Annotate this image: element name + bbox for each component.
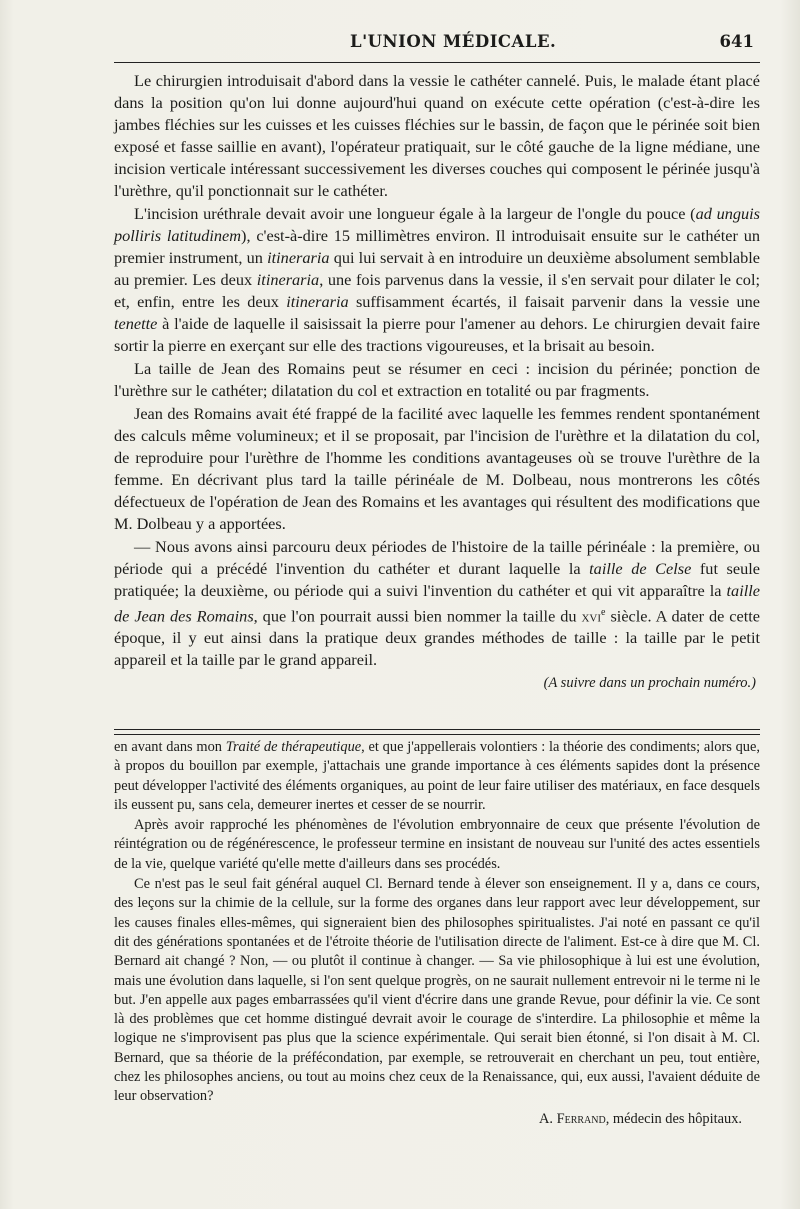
article-paragraph-5: — Nous avons ainsi parcouru deux périodes de l'histoire de la taille périnéale : la première, ou période qui a précédé l'invention du cathéter et durant laquelle la taille de Celse fut seule pratiquée; la deuxième, ou période qui a suivi l'invention du cathéter et qui vit apparaître la taille de Jean des Romains, que l'on pourrait aussi bien nommer la taille du xvi$^e$ siècle. A dater de cette époque, il y eut ainsi dans la pratique deux grandes méthodes de taille : la taille par le petit appareil et la taille par le grand appareil. xyxy=(114,537,760,670)
feuilleton-paragraph-3: Ce n'est pas le seul fait général auquel Cl. Bernard tende à élever son enseignement. Il y a, dans ce cours, des leçons sur la chimie de la cellule, sur la forme des organes dans leur rapport avec leur développement, sur les causes finales elles-mêmes, qui signeraient bien des philosophes spiritualistes. J'ai noté en passant ce qu'il dit des générations spontanées et de l'étroite théorie de l'utilisation directe de l'aliment. Est-ce à dire que M. Cl. Bernard ait changé ? Non, — ou plutôt il continue à changer. — Sa vie philosophique à lui est une évolution, mais une évolution dans laquelle, si l'on sent quelque progrès, on ne saurait nullement entrevoir ni le terme ni le but. J'en appelle aux pages embarrassées qu'il vient d'écrire dans une grande Revue, pour définir la vie. Ce sont là des problèmes que cet homme distingué devrait avoir le courage de s'interdire. La philosophie et même la logique ne s'improvisent pas plus que la science expérimentale. Qui serait bien étonné, si l'on disait à M. Cl. Bernard, que sa théorie de la préfécondation, par exemple, se retrouverait en cherchant un peu, tout entière, chez les philosophes anciens, ou tout au moins chez ceux de la Renaissance, qui, eux aussi, l'avaient déduite de leur observation? xyxy=(114,876,760,1105)
article-paragraph-2: L'incision uréthrale devait avoir une longueur égale à la largeur de l'ongle du pouce (ad unguis polliris latitudinem), c'est-à-dire 15 millimètres environ. Il introduisait ensuite sur le cathéter un premier instrument, un itineraria qui lui servait à en introduire un deuxième absolument semblable au premier. Les deux itineraria, une fois parvenus dans la vessie, il s'en servait pour dilater le col; et, enfin, entre les deux itineraria suffisamment écartés, il faisait parvenir dans la vessie une tenette à l'aide de laquelle il saisissait la pierre pour l'amener au dehors. Le chirurgien devait faire sortir la pierre en exerçant sur elle des tractions vigoureuses, et la brisait au besoin. xyxy=(114,204,761,355)
header-rule xyxy=(114,62,760,63)
article-paragraph-4: Jean des Romains avait été frappé de la facilité avec laquelle les femmes rendent spontanément des calculs même volumineux; et il se proposait, par l'incision de l'urèthre et la dilatation du col, de reproduire pour l'urèthre de l'homme les conditions avantageuses où se trouve l'urèthre de la femme. En décrivant plus tard la taille périnéale de M. Dolbeau, nous montrerons les côtés défectueux de l'opération de Jean des Romains et les avantages qui résultent des modifications que M. Dolbeau y a apportées. xyxy=(114,404,760,533)
page-number: 641 xyxy=(719,32,754,51)
article-paragraph-1: Le chirurgien introduisait d'abord dans la vessie le cathéter cannelé. Puis, le malade étant placé dans la position qu'on lui donne aujourd'hui quand on exécute cette opération (c'est-à-dire les jambes fléchies sur les cuisses et les cuisses fléchies sur le bassin, de façon que le périnée soit bien exposé et fasse saillie en avant), l'opérateur pratiquait, sur le côté gauche de la ligne médiane, une incision verticale intéressant successivement les diverses couches qui composent le périnée jusqu'à l'urèthre, qu'il ponctionnait sur le cathéter. xyxy=(114,71,760,200)
page-header xyxy=(114,32,760,56)
feuilleton-paragraph-2: Après avoir rapproché les phénomènes de l'évolution embryonnaire de ceux que présente l'évolution de réintégration ou de régénérescence, le professeur termine en insistant de nouveau sur l'unité des actes essentiels de la vie, quelque variété qu'elle mette d'ailleurs dans ses procédés. xyxy=(114,817,760,872)
article-body xyxy=(114,70,760,693)
article-paragraph-3: La taille de Jean des Romains peut se résumer en ceci : incision du périnée; ponction de l'urèthre sur le cathéter; dilatation du col et extraction en totalité ou par fragments. xyxy=(114,359,760,400)
feuilleton-paragraph-1: en avant dans mon Traité de thérapeutique, et que j'appellerais volontiers : la théorie des condiments; alors que, à propos du bouillon par exemple, j'attachais une grande importance à ces éléments sapides dont la présence peut développer l'activité des éléments organiques, au point de leur faire utiliser des matériaux, en face desquels ils eussent pu, sans cela, demeurer inertes et cesser de se nourrir. xyxy=(114,739,760,813)
running-title: L'UNION MÉDICALE. xyxy=(350,32,557,51)
feuilleton-body xyxy=(114,738,760,1129)
to-be-continued-note: (A suivre dans un prochain numéro.) xyxy=(543,675,756,692)
author-signature: A. Ferrand, médecin des hôpitaux. xyxy=(539,1110,742,1127)
feuilleton-divider xyxy=(114,729,760,735)
